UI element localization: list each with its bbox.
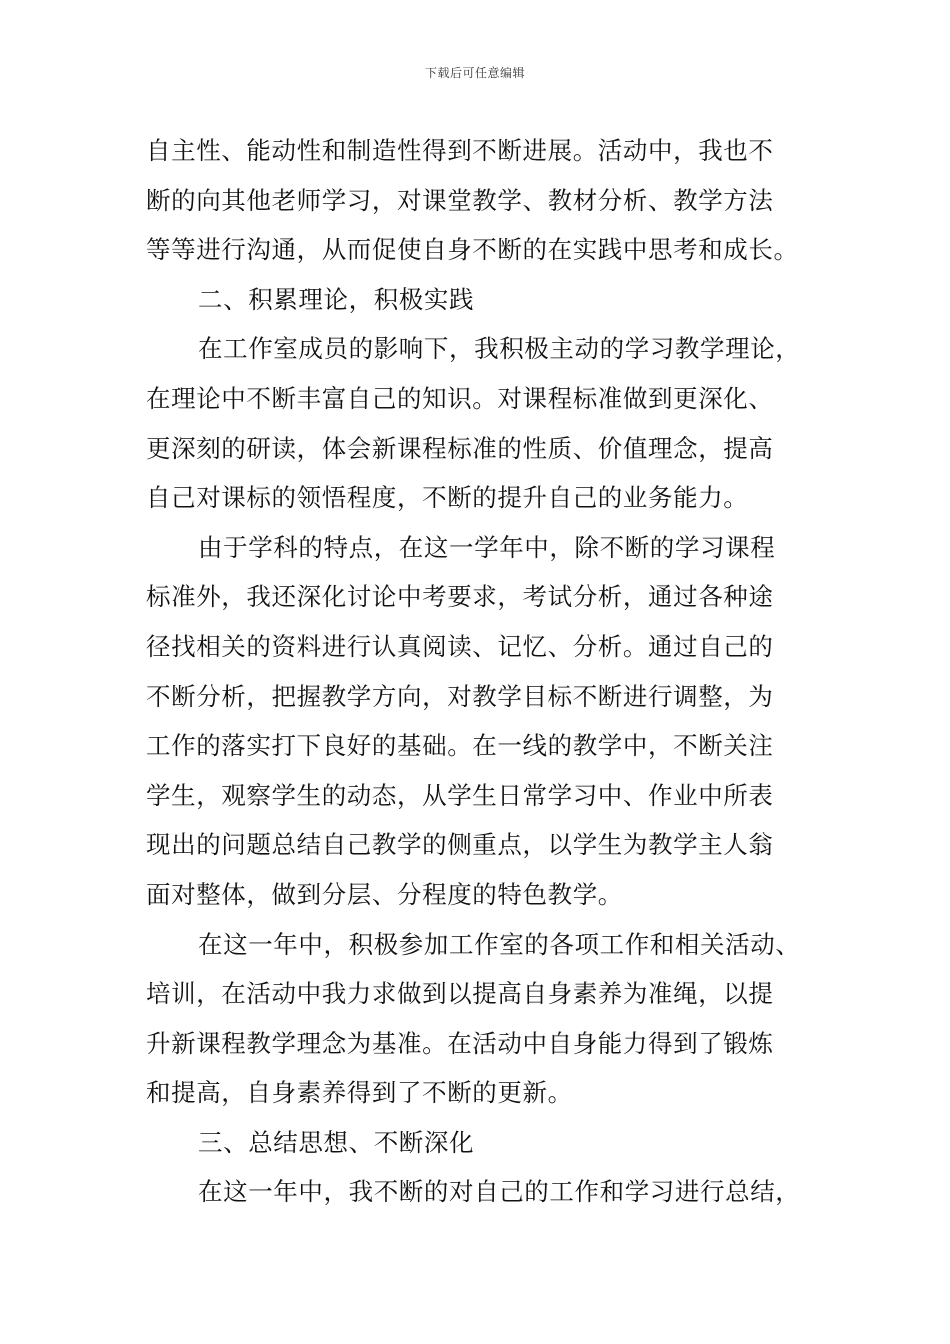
text-line: 培训，在活动中我力求做到以提高自身素养为准绳，以提 [146,979,774,1009]
header-note: 下载后可任意编辑 [424,66,525,80]
text-line: 径找相关的资料进行认真阅读、记忆、分析。通过自己的 [146,631,774,661]
section-heading-3: 三、总结思想、不断深化 [198,1127,475,1157]
text-line: 面对整体，做到分层、分程度的特色教学。 [146,879,623,909]
text-line: 标准外，我还深化讨论中考要求，考试分析，通过各种途 [146,582,774,612]
text-line: 升新课程教学理念为基准。在活动中自身能力得到了锻炼 [146,1028,774,1058]
text-line: 不断分析，把握教学方向，对教学目标不断进行调整，为 [146,681,774,711]
text-line: 学生，观察学生的动态，从学生日常学习中、作业中所表 [146,780,774,810]
text-line: 自主性、能动性和制造性得到不断进展。活动中，我也不 [146,136,774,165]
text-line: 等等进行沟通，从而促使自身不断的在实践中思考和成长。 [146,235,799,265]
section-heading-2: 二、积累理论，积极实践 [198,284,475,314]
text-line: 在理论中不断丰富自己的知识。对课程标准做到更深化、 [146,383,774,413]
text-line: 更深刻的研读，体会新课程标准的性质、价值理念，提高 [146,433,774,463]
text-line: 现出的问题总结自己教学的侧重点，以学生为教学主人翁 [146,830,774,860]
text-line: 在这一年中，我不断的对自己的工作和学习进行总结， [198,1177,801,1207]
text-line: 工作的落实打下良好的基础。在一线的教学中，不断关注 [146,731,774,761]
text-line: 和提高，自身素养得到了不断的更新。 [146,1078,573,1108]
text-line: 断的向其他老师学习，对课堂教学、教材分析、教学方法 [146,185,774,215]
text-line: 在这一年中，积极参加工作室的各项工作和相关活动、 [198,929,801,959]
document-body [146,126,836,1217]
text-line: 由于学科的特点，在这一学年中，除不断的学习课程 [198,532,776,562]
text-line: 在工作室成员的影响下，我积极主动的学习教学理论， [198,334,801,364]
text-line: 自己对课标的领悟程度，不断的提升自己的业务能力。 [146,483,749,513]
